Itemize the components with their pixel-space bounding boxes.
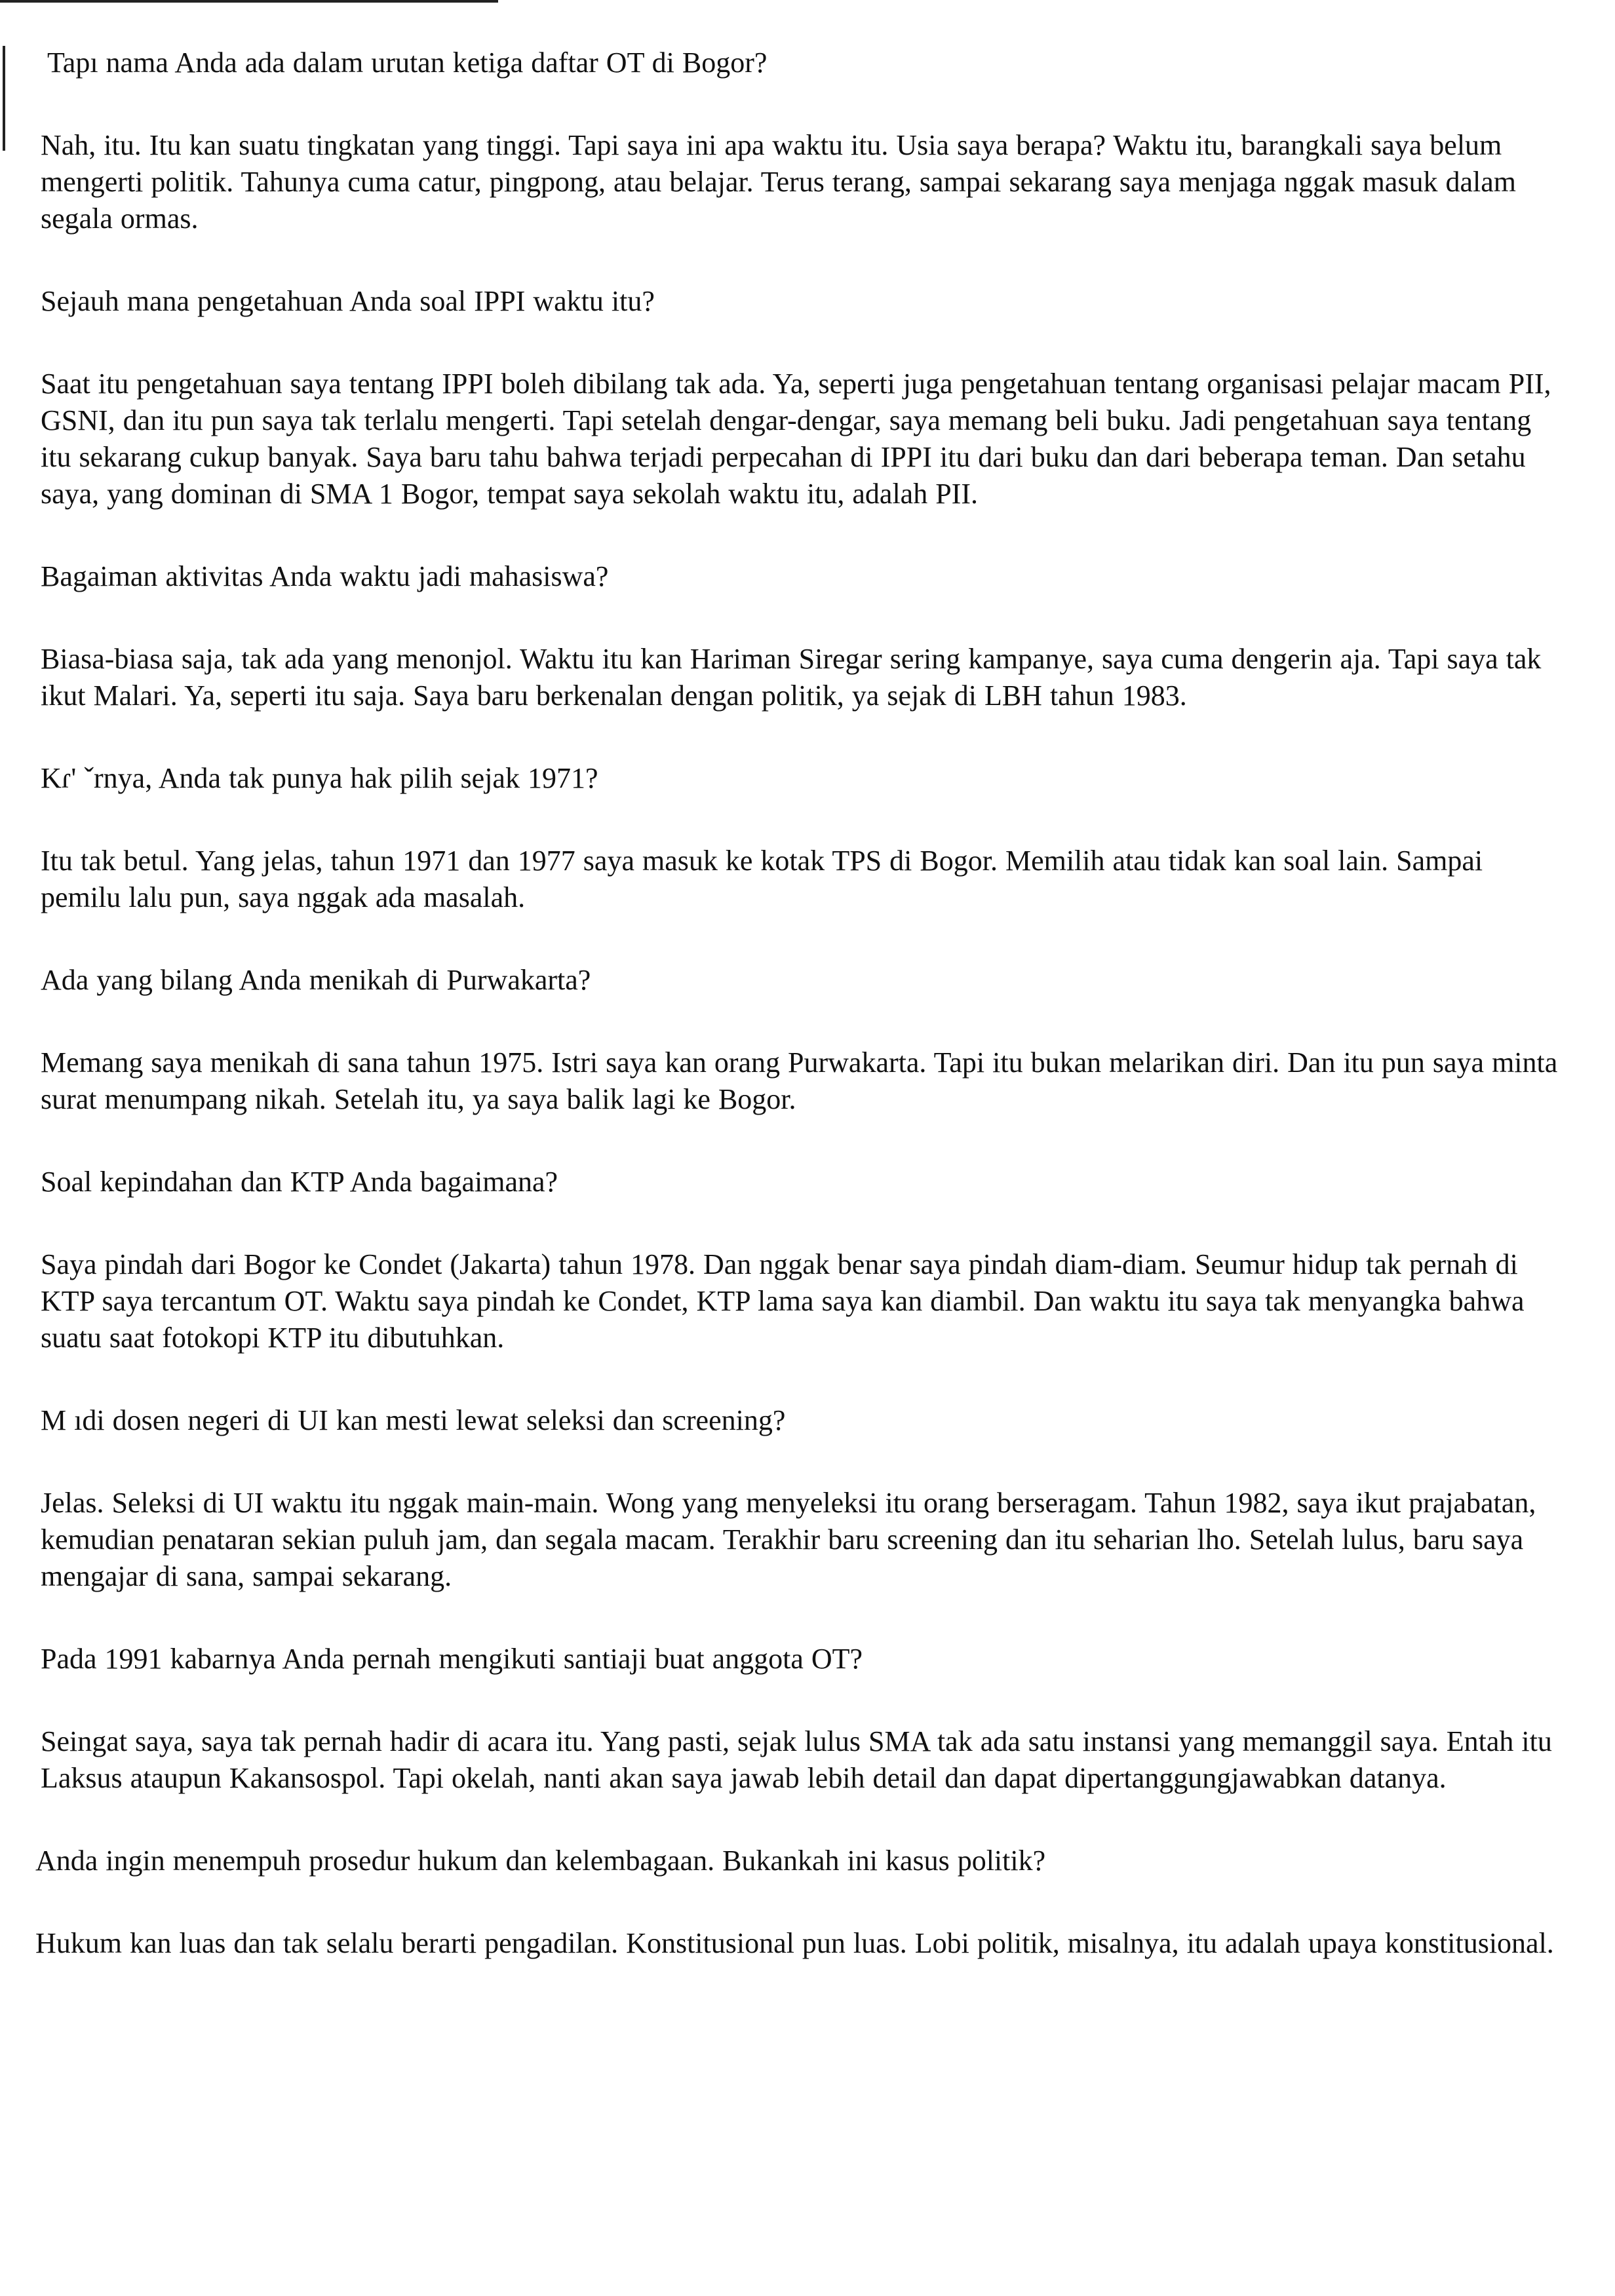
- question-paragraph: Soal kepindahan dan KTP Anda bagaimana?: [41, 1166, 558, 1198]
- question-paragraph: Ada yang bilang Anda menikah di Purwakarta?: [41, 964, 591, 996]
- left-margin-mark: [3, 46, 5, 151]
- answer-paragraph: Seingat saya, saya tak pernah hadir di acara itu. Yang pasti, sejak lulus SMA tak ada satu instansi yang memanggil saya. Entah itu Laksus ataupun Kakansospol. Tapi okelah, nanti akan saya jawab lebih detail dan dapat dipertanggungjawabkan datanya.: [41, 1725, 1552, 1794]
- question-paragraph: Pada 1991 kabarnya Anda pernah mengikuti santiaji buat anggota OT?: [41, 1643, 863, 1675]
- question-paragraph: Anda ingin menempuh prosedur hukum dan kelembagaan. Bukankah ini kasus politik?: [35, 1845, 1046, 1877]
- document-body: [35, 45, 1563, 2008]
- question-paragraph: Bagaiman aktivitas Anda waktu jadi mahasiswa?: [41, 560, 609, 592]
- question-paragraph: M ıdi dosen negeri di UI kan mesti lewat seleksi dan screening?: [41, 1404, 786, 1436]
- question-paragraph: Sejauh mana pengetahuan Anda soal IPPI waktu itu?: [41, 285, 655, 317]
- answer-paragraph: Hukum kan luas dan tak selalu berarti pengadilan. Konstitusional pun luas. Lobi politik, misalnya, itu adalah upaya konstitusional.: [35, 1927, 1554, 1959]
- answer-paragraph: Jelas. Seleksi di UI waktu itu nggak main-main. Wong yang menyeleksi itu orang berseragam. Tahun 1982, saya ikut prajabatan, kemudian penataran sekian puluh jam, dan segala macam. Terakhir baru screening dan itu seharian lho. Setelah lulus, baru saya mengajar di sana, sampai sekarang.: [41, 1487, 1536, 1592]
- answer-paragraph: Saat itu pengetahuan saya tentang IPPI boleh dibilang tak ada. Ya, seperti juga pengetahuan tentang organisasi pelajar macam PII, GSNI, dan itu pun saya tak terlalu mengerti. Tapi setelah dengar-dengar, saya memang beli buku. Jadi pengetahuan saya tentang itu sekarang cukup banyak. Saya baru tahu bahwa terjadi perpecahan di IPPI itu dari buku dan dari beberapa teman. Dan setahu saya, yang dominan di SMA 1 Bogor, tempat saya sekolah waktu itu, adalah PII.: [41, 368, 1551, 510]
- top-rule-line: [0, 0, 498, 3]
- answer-paragraph: Nah, itu. Itu kan suatu tingkatan yang tinggi. Tapi saya ini apa waktu itu. Usia saya berapa? Waktu itu, barangkali saya belum mengerti politik. Tahunya cuma catur, pingpong, atau belajar. Terus terang, sampai sekarang saya menjaga nggak masuk dalam segala ormas.: [41, 129, 1516, 235]
- answer-paragraph: Saya pindah dari Bogor ke Condet (Jakarta) tahun 1978. Dan nggak benar saya pindah diam-diam. Seumur hidup tak pernah di KTP saya tercantum OT. Waktu saya pindah ke Condet, KTP lama saya kan diambil. Dan waktu itu saya tak menyangka bahwa suatu saat fotokopi KTP itu dibutuhkan.: [41, 1248, 1525, 1354]
- question-paragraph: Kɾ' ˇrnya, Anda tak punya hak pilih sejak 1971?: [41, 762, 598, 794]
- answer-paragraph: Biasa-biasa saja, tak ada yang menonjol. Waktu itu kan Hariman Siregar sering kampanye, saya cuma dengerin aja. Tapi saya tak ikut Malari. Ya, seperti itu saja. Saya baru berkenalan dengan politik, ya sejak di LBH tahun 1983.: [41, 643, 1542, 712]
- question-paragraph: Tapı nama Anda ada dalam urutan ketiga daftar OT di Bogor?: [47, 47, 768, 79]
- answer-paragraph: Memang saya menikah di sana tahun 1975. Istri saya kan orang Purwakarta. Tapi itu bukan melarikan diri. Dan itu pun saya minta surat menumpang nikah. Setelah itu, ya saya balik lagi ke Bogor.: [41, 1046, 1558, 1115]
- answer-paragraph: Itu tak betul. Yang jelas, tahun 1971 dan 1977 saya masuk ke kotak TPS di Bogor. Memilih atau tidak kan soal lain. Sampai pemilu lalu pun, saya nggak ada masalah.: [41, 845, 1483, 913]
